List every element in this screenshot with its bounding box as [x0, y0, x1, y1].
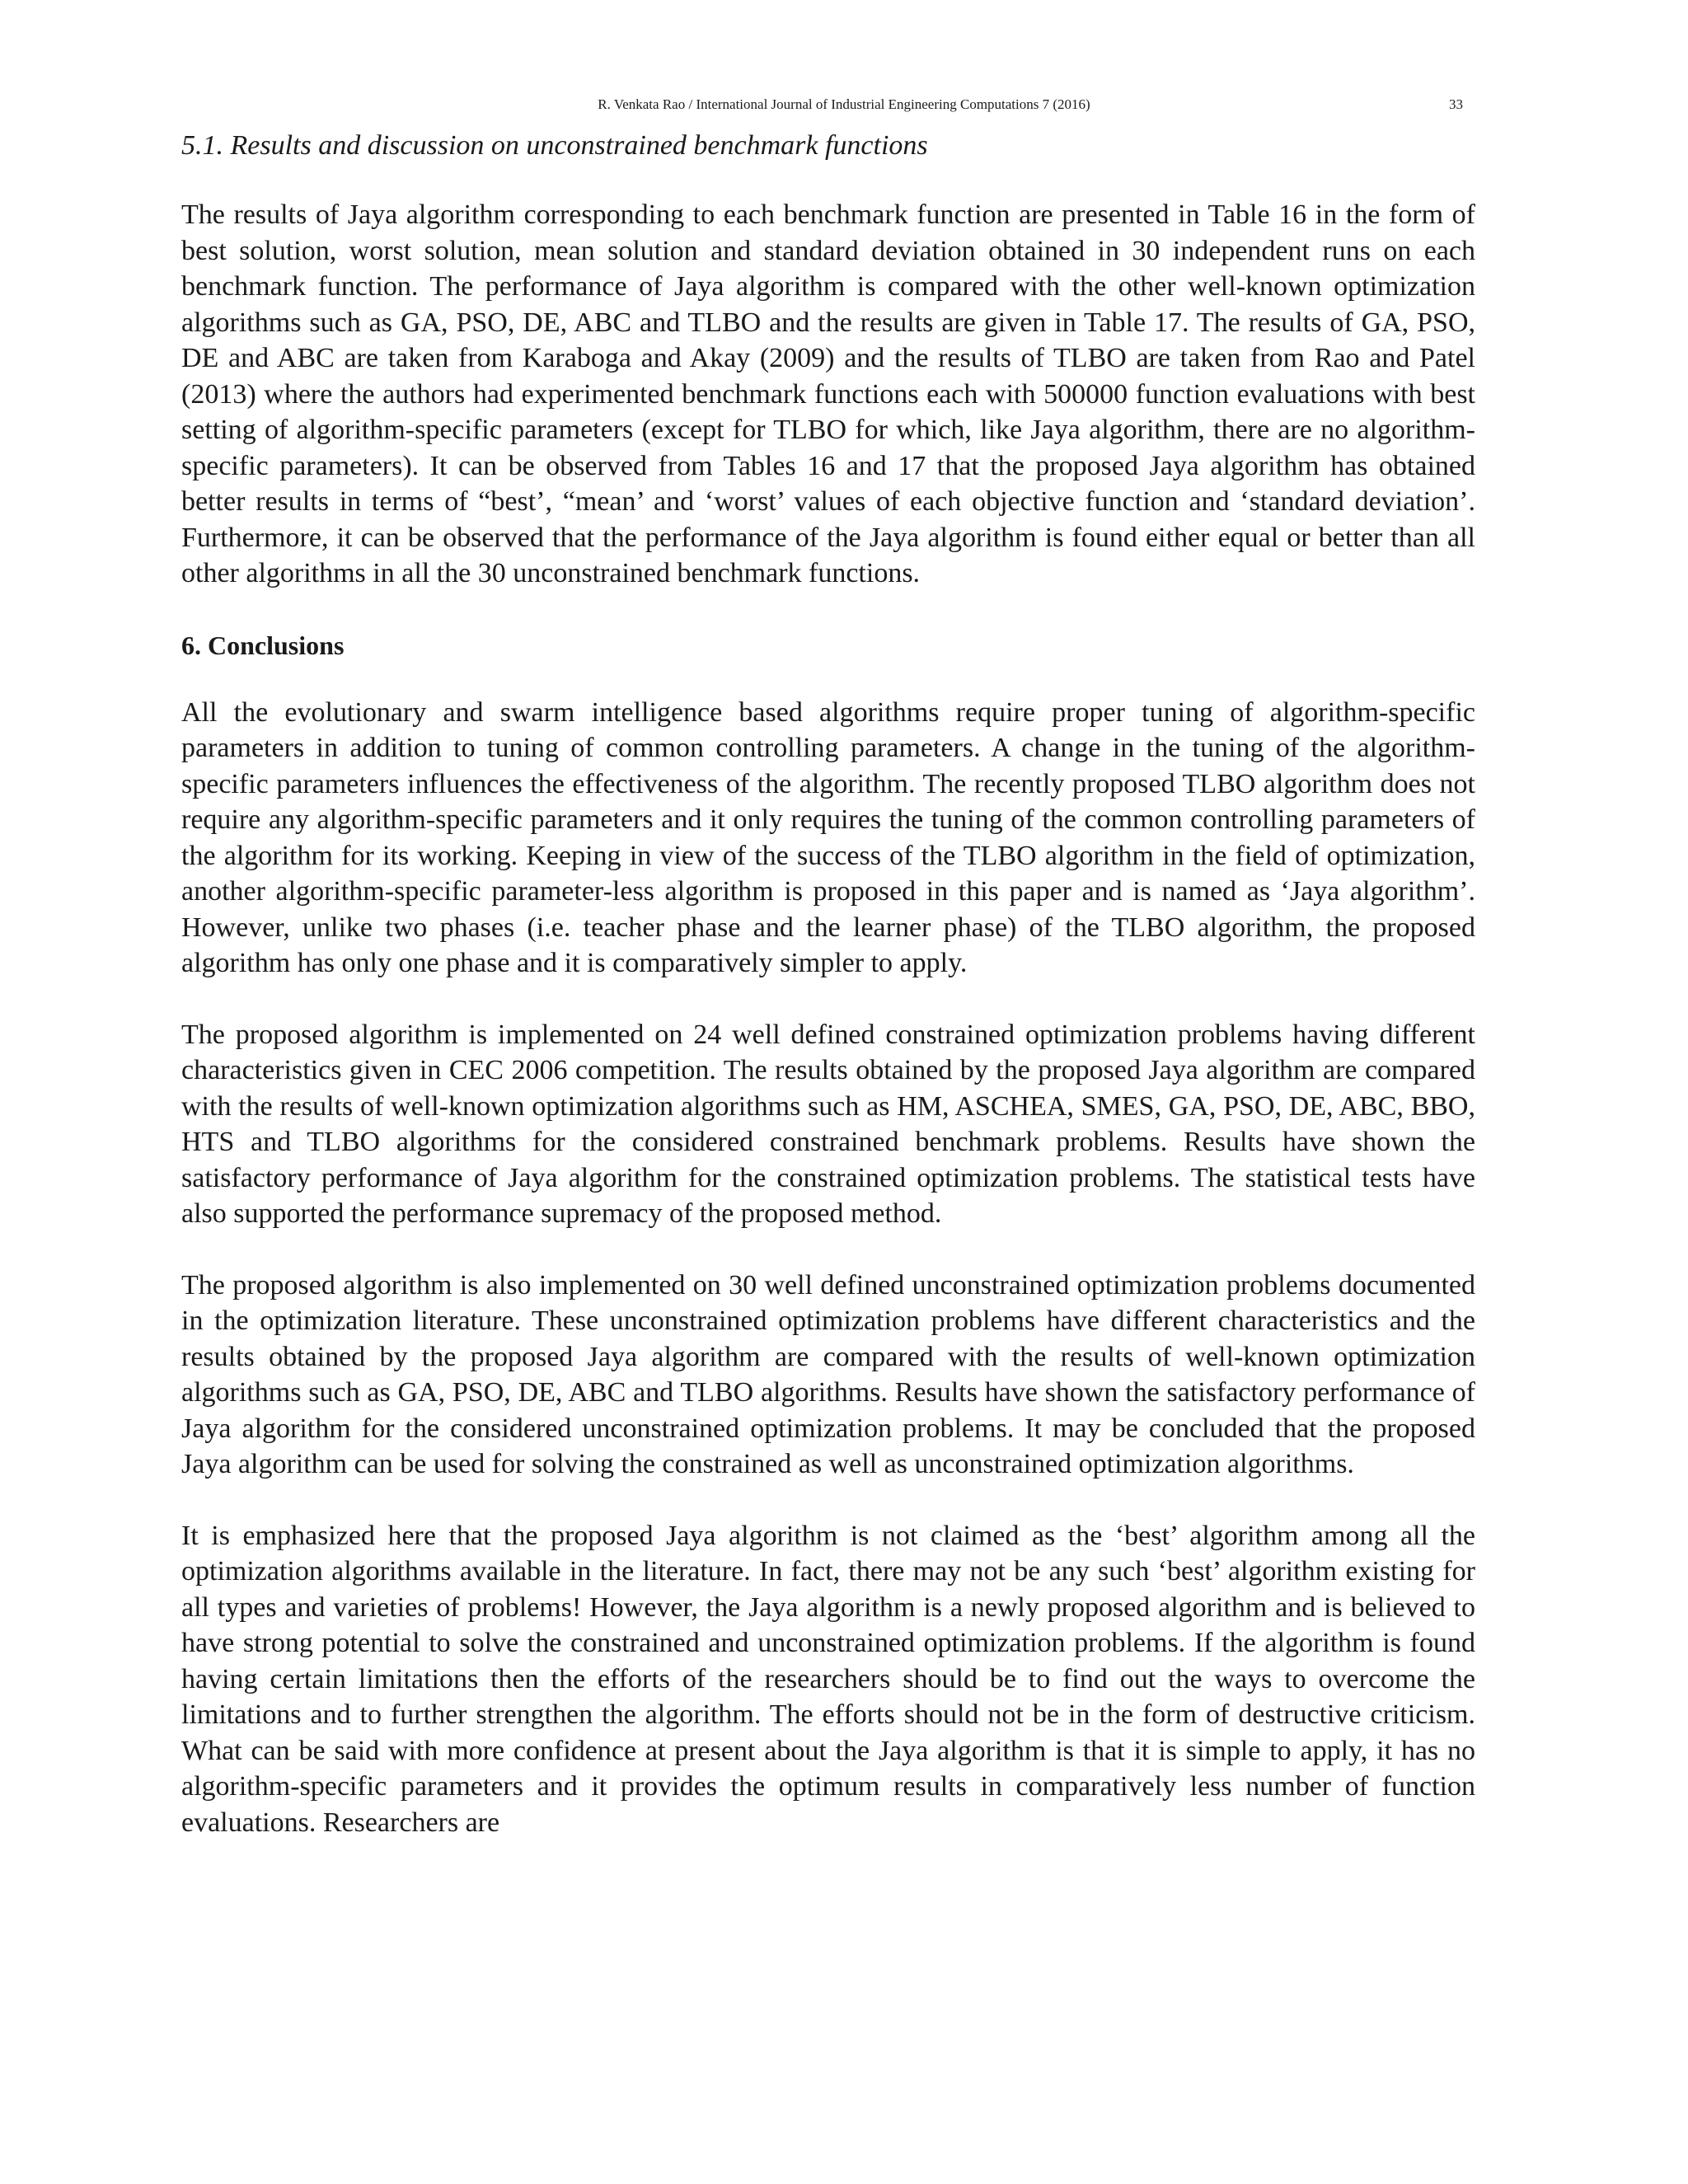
page-number: 33 — [1449, 96, 1463, 112]
section-heading-conclusions: 6. Conclusions — [181, 630, 345, 660]
section-heading-results-discussion: 5.1. Results and discussion on unconstrained benchmark functions — [181, 130, 928, 161]
running-header — [0, 92, 1688, 117]
paragraph-results-discussion: The results of Jaya algorithm corresponding to each benchmark function are presented in Table 16 in the form of best solution, worst solution, mean solution and standard deviation obtained in 30 independent runs on each benchmark function. The performance of Jaya algorithm is compared with the other well-known optimization algorithms such as GA, PSO, DE, ABC and TLBO and the results are given in Table 17. The results of GA, PSO, DE and ABC are taken from Karaboga and Akay (2009) and the results of TLBO are taken from Rao and Patel (2013) where the authors had experimented benchmark functions each with 500000 function evaluations with best setting of algorithm-specific parameters (except for TLBO for which, like Jaya algorithm, there are no algorithm-specific parameters). It can be observed from Tables 16 and 17 that the proposed Jaya algorithm has obtained better results in terms of “best’, “mean’ and ‘worst’ values of each objective function and ‘standard deviation’. Furthermore, it can be observed that the performance of the Jaya algorithm is found either equal or better than all other algorithms in all the 30 unconstrained benchmark functions. — [181, 199, 1475, 588]
page-body — [181, 128, 1475, 1876]
paragraph-conclusions-1: All the evolutionary and swarm intelligence based algorithms require proper tuning of algorithm-specific parameters in addition to tuning of common controlling parameters. A change in the tuning of the algorithm-specific parameters influences the effectiveness of the algorithm. The recently proposed TLBO algorithm does not require any algorithm-specific parameters and it only requires the tuning of the common controlling parameters of the algorithm for its working. Keeping in view of the success of the TLBO algorithm in the field of optimization, another algorithm-specific parameter-less algorithm is proposed in this paper and is named as ‘Jaya algorithm’. However, unlike two phases (i.e. teacher phase and the learner phase) of the TLBO algorithm, the proposed algorithm has only one phase and it is comparatively simpler to apply. — [181, 696, 1475, 978]
paragraph-conclusions-4: It is emphasized here that the proposed Jaya algorithm is not claimed as the ‘best’ algorithm among all the optimization algorithms available in the literature. In fact, there may not be any such ‘best’ algorithm existing for all types and varieties of problems! However, the Jaya algorithm is a newly proposed algorithm and is believed to have strong potential to solve the constrained and unconstrained optimization problems. If the algorithm is found having certain limitations then the efforts of the researchers should be to find out the ways to overcome the limitations and to further strengthen the algorithm. The efforts should not be in the form of destructive criticism. What can be said with more confidence at present about the Jaya algorithm is that it is simple to apply, it has no algorithm-specific parameters and it provides the optimum results in comparatively less number of function evaluations. Researchers are — [181, 1520, 1475, 1838]
paragraph-conclusions-2: The proposed algorithm is implemented on 24 well defined constrained optimization problems having different characteristics given in CEC 2006 competition. The results obtained by the proposed Jaya algorithm are compared with the results of well-known optimization algorithms such as HM, ASCHEA, SMES, GA, PSO, DE, ABC, BBO, HTS and TLBO algorithms for the considered constrained benchmark problems. Results have shown the satisfactory performance of Jaya algorithm for the constrained optimization problems. The statistical tests have also supported the performance supremacy of the proposed method. — [181, 1019, 1475, 1229]
running-title: R. Venkata Rao / International Journal of Industrial Engineering Computations 7 (2016) — [598, 96, 1090, 112]
paragraph-conclusions-3: The proposed algorithm is also implemented on 30 well defined unconstrained optimization problems documented in the optimization literature. These unconstrained optimization problems have different characteristics and the results obtained by the proposed Jaya algorithm are compared with the results of well-known optimization algorithms such as GA, PSO, DE, ABC and TLBO algorithms. Results have shown the satisfactory performance of Jaya algorithm for the considered unconstrained optimization problems. It may be concluded that the proposed Jaya algorithm can be used for solving the constrained as well as unconstrained optimization algorithms. — [181, 1269, 1475, 1479]
